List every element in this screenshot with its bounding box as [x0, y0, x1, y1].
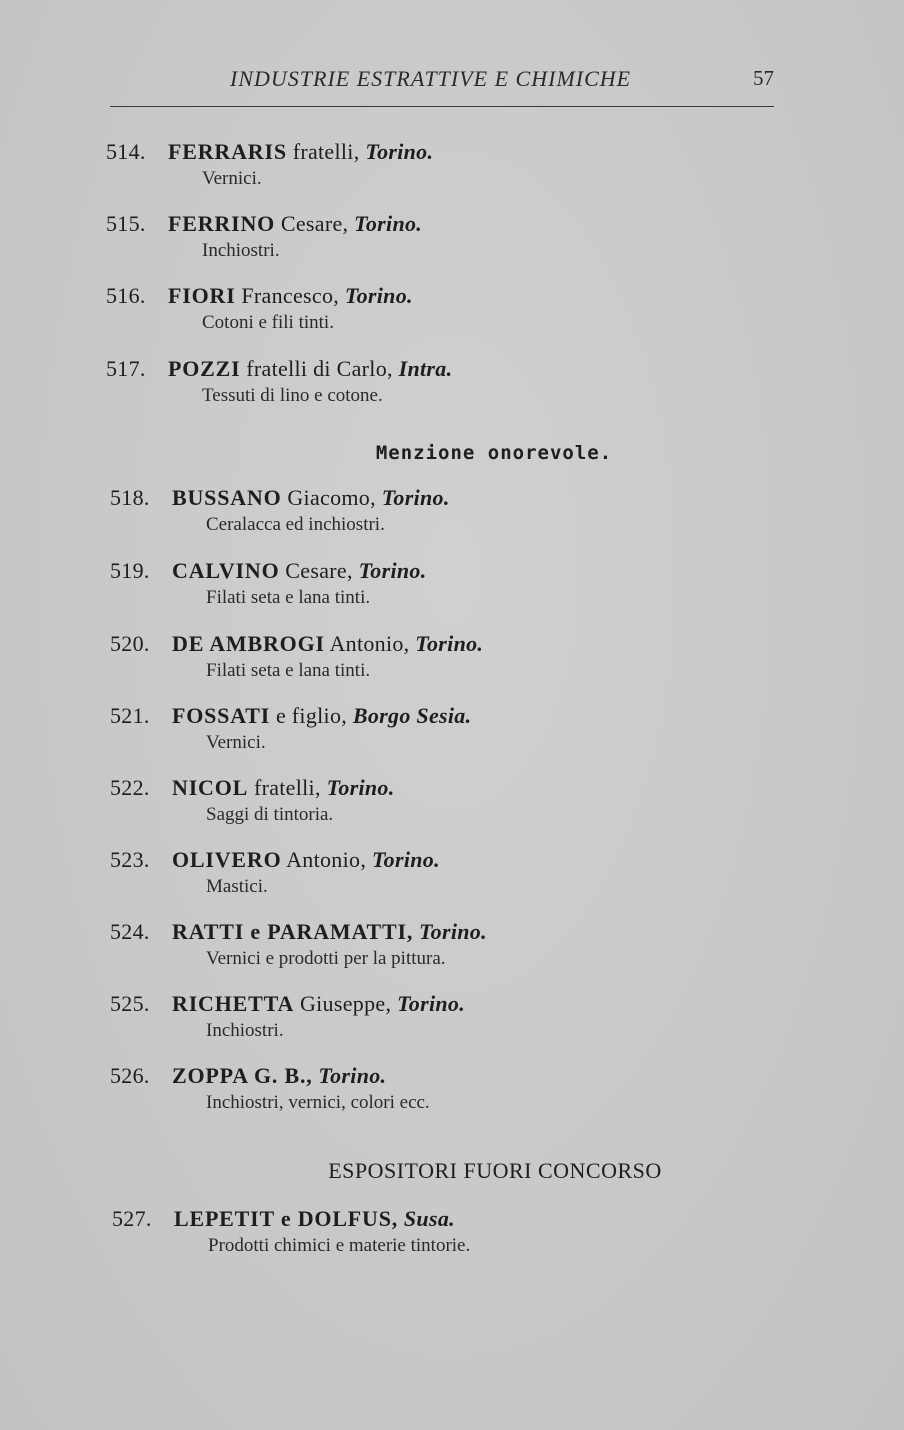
- exhibitor-name: FIORI: [168, 283, 236, 308]
- entry-description: Inchiostri, vernici, colori ecc.: [206, 1092, 430, 1113]
- entry-number: 518.: [110, 485, 150, 510]
- entry-description: Tessuti di lino e cotone.: [202, 385, 383, 406]
- entry-description: Saggi di tintoria.: [206, 804, 334, 825]
- exhibitor-place: Torino.: [371, 847, 440, 872]
- list-item: [106, 138, 433, 192]
- list-item: [110, 630, 483, 684]
- list-item: [106, 282, 413, 336]
- exhibitor-name: RICHETTA: [172, 991, 295, 1016]
- exhibitor-given: Cesare,: [280, 211, 349, 236]
- exhibitor-name: FOSSATI: [172, 703, 271, 728]
- exhibitor-place: Torino.: [326, 775, 395, 800]
- entry-description: Prodotti chimici e materie tintorie.: [208, 1235, 471, 1256]
- entry-description: Mastici.: [206, 876, 268, 897]
- exhibitor-given: Giuseppe,: [299, 991, 392, 1016]
- exhibitor-place: Torino.: [381, 485, 450, 510]
- entry-description: Ceralacca ed inchiostri.: [206, 514, 385, 535]
- exhibitor-place: Torino.: [397, 991, 465, 1016]
- exhibitor-place: Torino.: [365, 139, 434, 164]
- entry-number: 526.: [110, 1063, 150, 1088]
- exhibitor-name: CALVINO: [172, 558, 280, 583]
- running-header: [110, 66, 774, 107]
- entry-number: 524.: [110, 919, 150, 944]
- exhibitor-given: Antonio,: [329, 631, 410, 656]
- list-item: [110, 846, 440, 900]
- list-item: [110, 990, 465, 1044]
- exhibitor-place: Torino.: [358, 558, 427, 583]
- entry-number: 521.: [110, 703, 150, 728]
- exhibitor-place: Torino.: [354, 211, 423, 236]
- exhibitor-given: Giacomo,: [287, 485, 376, 510]
- exhibitor-place: Torino.: [418, 919, 487, 944]
- exhibitor-place: Torino.: [344, 283, 413, 308]
- list-item: [106, 355, 452, 409]
- entry-number: 517.: [106, 356, 146, 381]
- exhibitor-place: Torino.: [415, 631, 484, 656]
- exhibitor-given: fratelli,: [292, 139, 360, 164]
- exhibitor-given: fratelli di Carlo,: [246, 356, 393, 381]
- entry-number: 525.: [110, 991, 150, 1016]
- exhibitor-name: RATTI e PARAMATTI,: [172, 919, 414, 944]
- list-item: [110, 774, 395, 828]
- entry-number: 514.: [106, 139, 146, 164]
- list-item: [106, 210, 422, 264]
- list-item: [110, 557, 427, 611]
- entry-number: 520.: [110, 631, 150, 656]
- exhibitor-place: Intra.: [398, 356, 453, 381]
- entry-description: Filati seta e lana tinti.: [206, 660, 371, 681]
- entry-description: Vernici.: [206, 732, 266, 753]
- exhibitor-given: Francesco,: [241, 283, 340, 308]
- entry-description: Cotoni e fili tinti.: [202, 312, 334, 333]
- exhibitor-name: FERRINO: [168, 211, 276, 236]
- exhibitor-name: NICOL: [172, 775, 249, 800]
- list-item: [110, 484, 450, 538]
- list-item: [110, 702, 471, 756]
- exhibitor-given: e figlio,: [275, 703, 348, 728]
- entry-number: 519.: [110, 558, 150, 583]
- entry-number: 527.: [112, 1206, 152, 1231]
- entry-number: 516.: [106, 283, 146, 308]
- entry-description: Filati seta e lana tinti.: [206, 587, 371, 608]
- section-title-mention: Menzione onorevole.: [375, 442, 613, 464]
- exhibitor-name: LEPETIT e DOLFUS,: [174, 1206, 399, 1231]
- exhibitor-name: FERRARIS: [168, 139, 287, 164]
- exhibitor-place: Torino.: [318, 1063, 387, 1088]
- exhibitor-given: Antonio,: [286, 847, 367, 872]
- exhibitor-name: DE AMBROGI: [172, 631, 325, 656]
- exhibitor-given: fratelli,: [253, 775, 321, 800]
- page-number: 57: [753, 66, 774, 90]
- exhibitor-name: BUSSANO: [172, 485, 282, 510]
- running-title: INDUSTRIE ESTRATTIVE E CHIMICHE: [230, 66, 632, 91]
- exhibitor-place: Susa.: [403, 1206, 455, 1231]
- entry-number: 523.: [110, 847, 150, 872]
- entry-number: 515.: [106, 211, 146, 236]
- entry-description: Vernici.: [202, 168, 262, 189]
- entry-description: Inchiostri.: [202, 240, 280, 261]
- list-item: [110, 1062, 430, 1116]
- exhibitor-name: POZZI: [168, 356, 241, 381]
- section-title-fuori-concorso: ESPOSITORI FUORI CONCORSO: [328, 1158, 662, 1183]
- exhibitor-name: OLIVERO: [172, 847, 282, 872]
- exhibitor-place: Borgo Sesia.: [352, 703, 472, 728]
- entry-description: Inchiostri.: [206, 1020, 284, 1041]
- list-item: [112, 1205, 470, 1259]
- entry-description: Vernici e prodotti per la pittura.: [206, 948, 446, 969]
- list-item: [110, 918, 487, 972]
- exhibitor-name: ZOPPA G. B.,: [172, 1063, 313, 1088]
- entry-number: 522.: [110, 775, 150, 800]
- exhibitor-given: Cesare,: [285, 558, 353, 583]
